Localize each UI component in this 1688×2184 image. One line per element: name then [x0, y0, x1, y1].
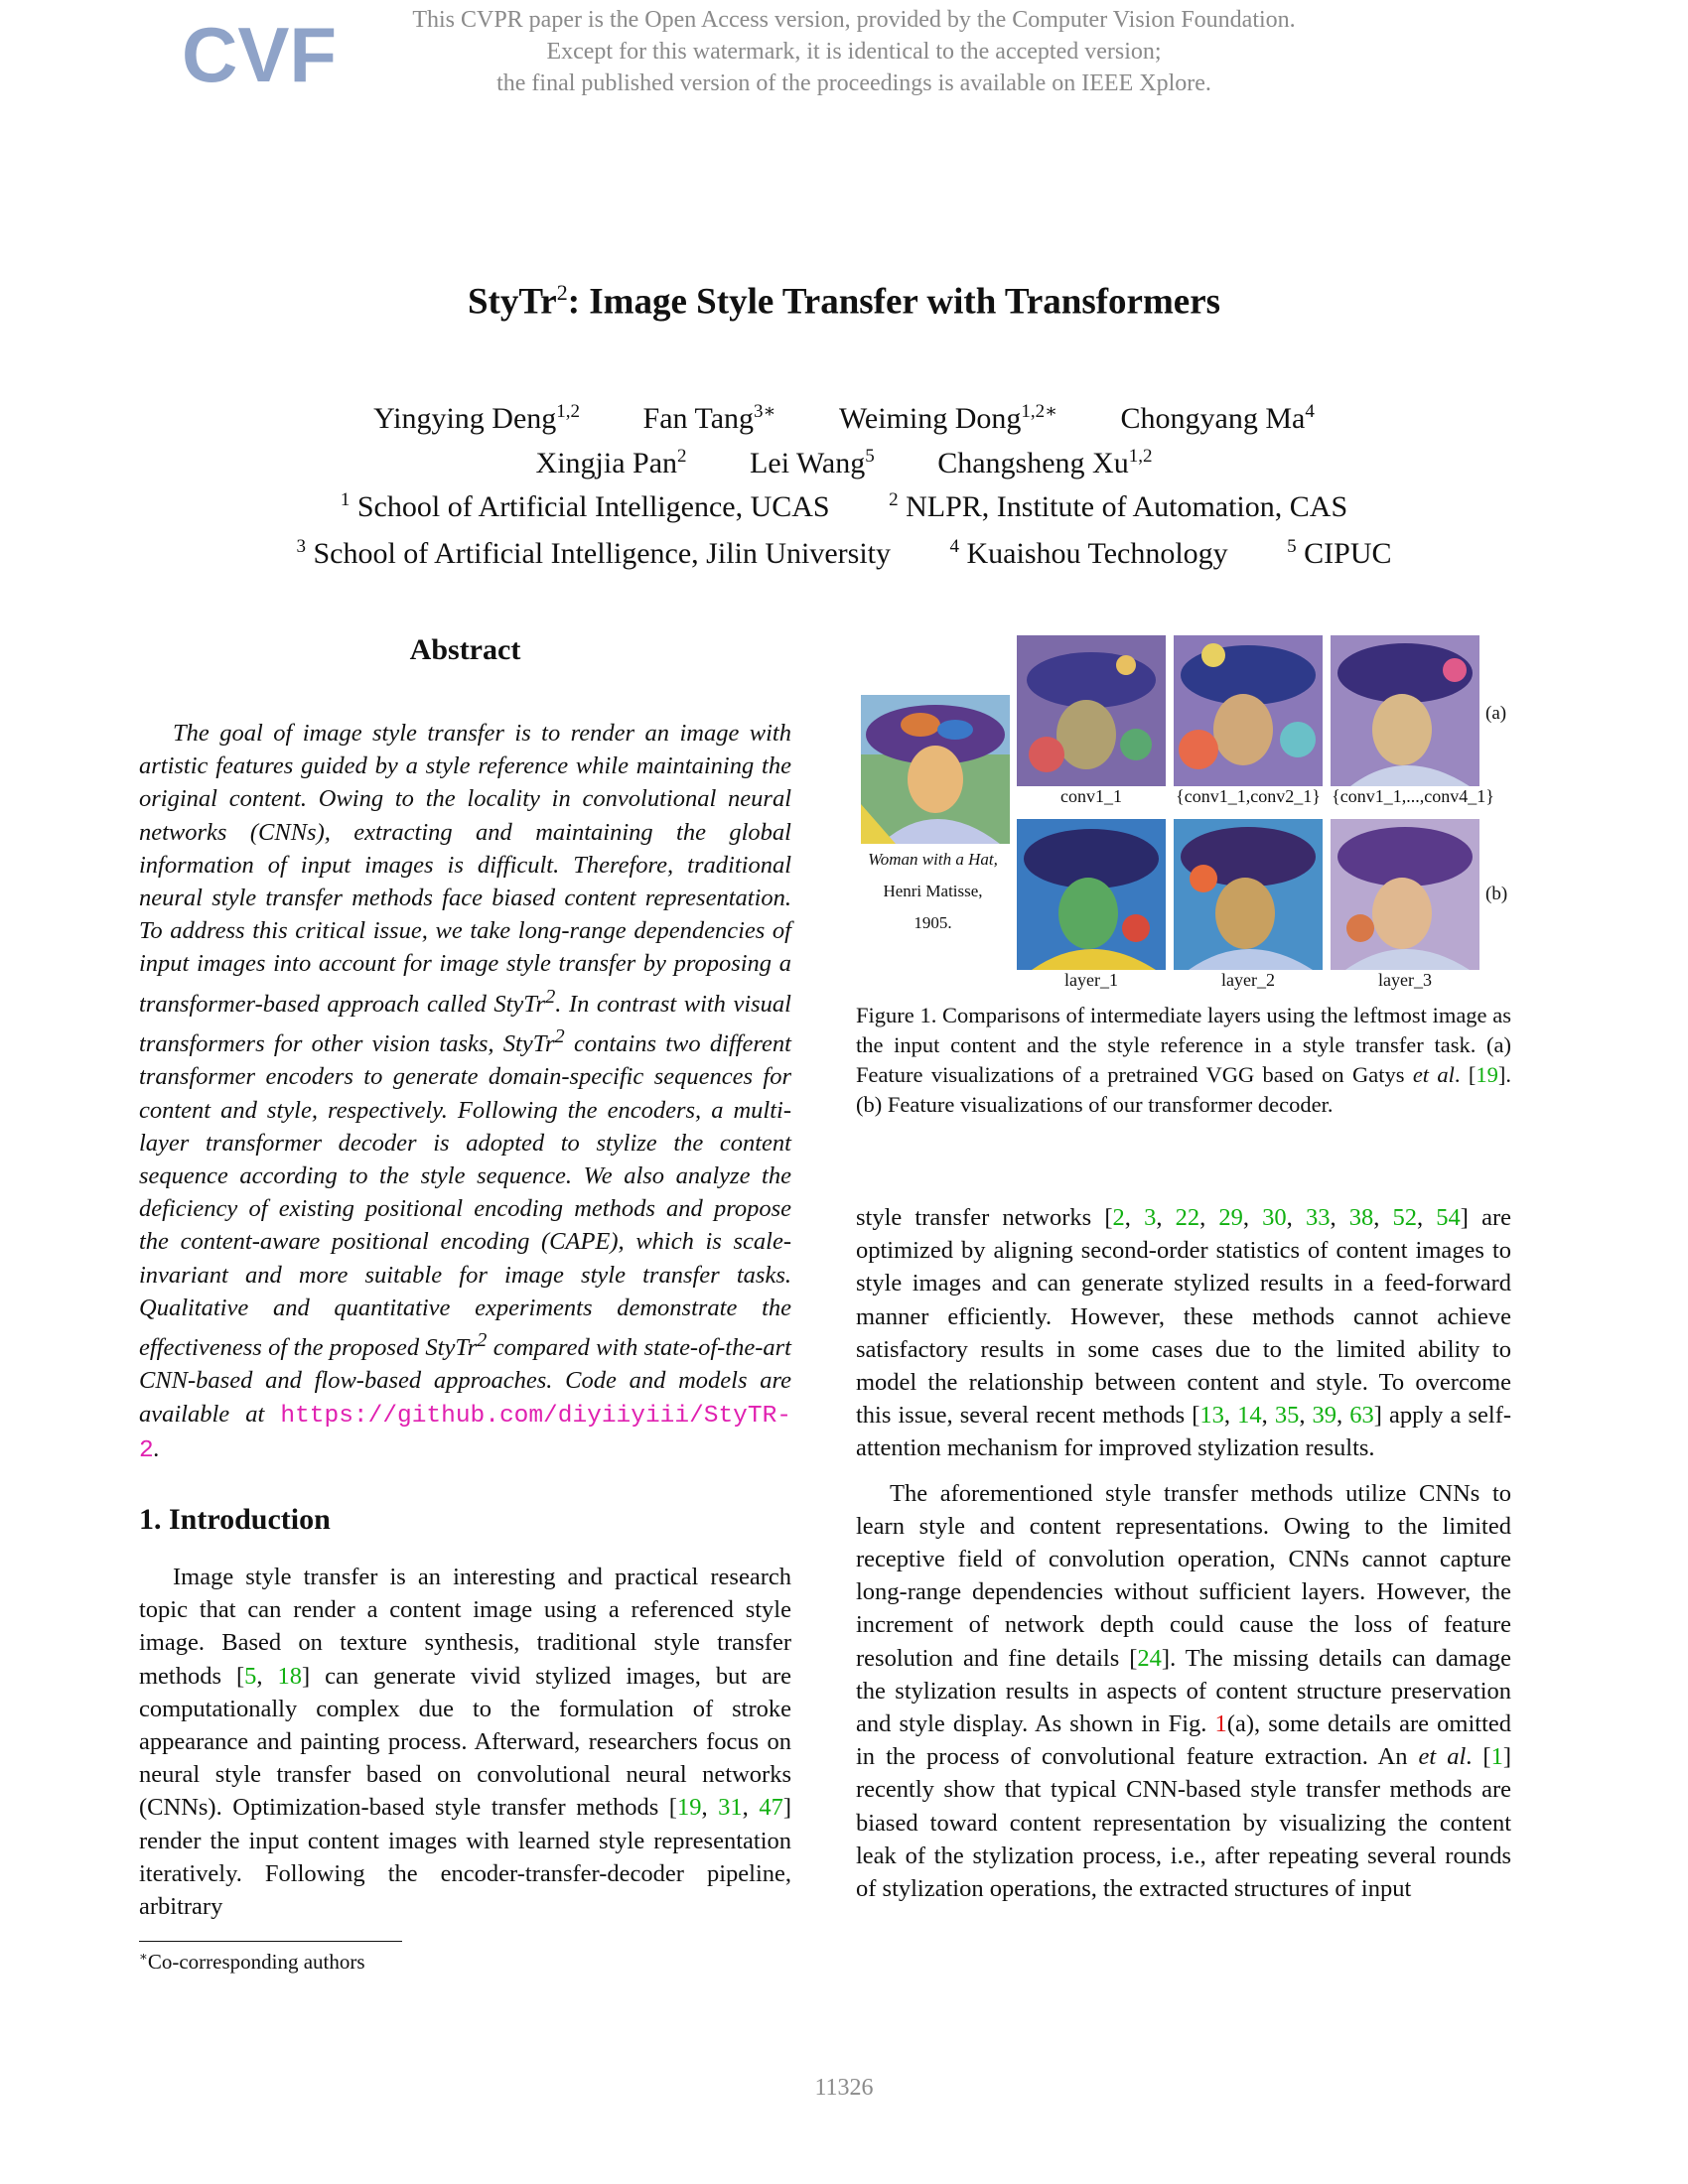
row-tag-a: (a)	[1485, 703, 1507, 724]
body-paragraph: The aforementioned style transfer methods utilize CNNs to learn style and content representations. Owing to the limited receptive field of convolution operation, CNNs cannot capture long-range dependencies without sufficient layers. However, the increment of network depth could cause the loss of feature resolution and fine details [24]. The missing details can damage the stylization results in aspects of content structure preservation and style display. As shown in Fig. 1(a), some details are omitted in the process of convolutional feature extraction. An et al. [1] recently show that typical CNN-based style transfer methods are biased toward content representation by visualizing the content leak of the stylization process, i.e., after repeating several rounds of stylization operations, the extracted structures of input	[856, 1479, 1512, 1903]
page-number: 11326	[814, 2075, 874, 2101]
citation-link[interactable]: 39	[1312, 1402, 1337, 1430]
citation-link[interactable]: 29	[1218, 1204, 1243, 1231]
citation-link[interactable]: 63	[1349, 1402, 1374, 1430]
affiliation-row	[0, 480, 1688, 527]
author-list	[0, 393, 1688, 482]
affiliation: $^4$ Kuaishou Technology	[949, 536, 1228, 570]
watermark-line: Except for this watermark, it is identical to the accepted version;	[546, 39, 1162, 65]
vgg-feature-tile	[1017, 635, 1166, 786]
affiliation: $^3$ School of Artificial Intelligence, Jilin University	[296, 536, 892, 570]
citation-link[interactable]: 24	[1137, 1644, 1162, 1672]
author-row	[0, 393, 1688, 438]
title-prefix: StyTr	[467, 281, 557, 323]
footnote: ∗Co-corresponding authors	[139, 1949, 365, 1974]
row-tag-b: (b)	[1485, 884, 1508, 904]
citation-link[interactable]: 13	[1199, 1402, 1224, 1430]
watermark-line: the final published version of the proceedings is available on IEEE Xplore.	[496, 70, 1211, 96]
body-paragraph: style transfer networks [2, 3, 22, 29, 30, 33, 38, 52, 54] are optimized by aligning second-order statistics of content images to style images and can generate stylized results in a feed-forward manner efficiently. However, these methods cannot achieve satisfactory results in some cases due to the limited ability to model the relationship between content and style. To overcome this issue, several recent methods [13, 14, 35, 39, 63] apply a self-attention mechanism for improved stylization results.	[856, 1204, 1512, 1462]
left-column	[139, 629, 791, 1923]
citation-link[interactable]: 35	[1274, 1402, 1300, 1430]
paper-title	[0, 280, 1688, 323]
tile-label: {conv1_1,conv2_1}	[1176, 786, 1321, 806]
citation-link[interactable]: 31	[718, 1794, 743, 1822]
transformer-feature-tile	[1017, 819, 1166, 970]
right-column-text	[856, 1201, 1511, 1905]
citation-link[interactable]: 38	[1348, 1204, 1374, 1231]
vgg-feature-tile	[1331, 635, 1479, 786]
citation-link[interactable]: 52	[1392, 1204, 1417, 1231]
citation-link[interactable]: 54	[1436, 1204, 1461, 1231]
intro-paragraph: Image style transfer is an interesting and practical research topic that can render a content image using a referenced style image. Based on texture synthesis, traditional style transfer methods [5, 18] can generate vivid stylized images, but are computationally complex due to the formulation of stroke appearance and painting process. Afterward, researchers focus on neural style transfer based on convolutional neural networks (CNNs). Optimization-based style transfer methods [19, 31, 47] render the input content images with learned style representation iteratively. Following the encoder-transfer-decoder pipeline, arbitrary	[139, 1563, 792, 1920]
citation-link[interactable]: 19	[676, 1794, 702, 1822]
figure-reference-link[interactable]: 1	[1214, 1710, 1227, 1738]
tile-label: layer_1	[1064, 970, 1118, 990]
citation-link[interactable]: 2	[1112, 1204, 1125, 1231]
author: Weiming Dong$^{1,2∗}$	[838, 401, 1058, 435]
citation-link[interactable]: 3	[1144, 1204, 1157, 1231]
author: Yingying Deng$^{1,2}$	[373, 401, 581, 435]
figure-1	[856, 635, 1511, 990]
author-row	[0, 438, 1688, 482]
content-image	[861, 695, 1010, 844]
watermark-line: This CVPR paper is the Open Access version, provided by the Computer Vision Foundation.	[412, 7, 1296, 33]
transformer-feature-tile	[1331, 819, 1479, 970]
credit-year: 1905.	[914, 913, 952, 932]
tile-label: layer_3	[1378, 970, 1432, 990]
figure-caption: Figure 1. Comparisons of intermediate layers using the leftmost image as the input content and the style reference in a style transfer task. (a) Feature visualizations of a pretrained VGG based on Gatys et al. [19]. (b) Feature visualizations of our transformer decoder.	[856, 1003, 1511, 1117]
author: Fan Tang$^{3∗}$	[642, 401, 776, 435]
citation-link[interactable]: 22	[1175, 1204, 1200, 1231]
abstract-heading: Abstract	[409, 633, 521, 666]
citation-link[interactable]: 33	[1305, 1204, 1331, 1231]
intro-heading: 1. Introduction	[139, 1502, 331, 1536]
affiliation-list	[0, 480, 1688, 574]
code-link[interactable]: https://github.com/diyiiyiii/StyTR-2	[139, 1402, 791, 1464]
credit-title: Woman with a Hat,	[868, 850, 998, 869]
cvf-logo	[182, 10, 337, 99]
citation-link[interactable]: 18	[277, 1662, 302, 1690]
tile-label: conv1_1	[1060, 786, 1122, 806]
author: Xingjia Pan$^2$	[535, 446, 687, 479]
affiliation: $^1$ School of Artificial Intelligence, UCAS	[340, 489, 830, 523]
author: Changsheng Xu$^{1,2}$	[937, 446, 1153, 479]
citation-link[interactable]: 5	[244, 1662, 257, 1690]
cvf-logo-text: CVF	[182, 11, 337, 98]
author: Chongyang Ma$^4$	[1120, 401, 1315, 435]
affiliation-row	[0, 527, 1688, 574]
transformer-feature-tile	[1174, 819, 1323, 970]
citation-link[interactable]: 47	[759, 1794, 783, 1822]
figure-credit	[856, 844, 1010, 939]
citation-link[interactable]: 30	[1262, 1204, 1287, 1231]
author: Lei Wang$^5$	[750, 446, 875, 479]
title-superscript: 2	[556, 280, 568, 305]
tile-label: {conv1_1,...,conv4_1}	[1332, 786, 1494, 806]
citation-link[interactable]: 19	[1476, 1062, 1498, 1087]
affiliation: $^2$ NLPR, Institute of Automation, CAS	[889, 489, 1348, 523]
citation-link[interactable]: 1	[1490, 1743, 1503, 1771]
credit-artist: Henri Matisse,	[883, 882, 983, 900]
title-rest: : Image Style Transfer with Transformers	[567, 281, 1221, 323]
affiliation: $^5$ CIPUC	[1287, 536, 1392, 570]
vgg-feature-tile	[1174, 635, 1323, 786]
tile-label: layer_2	[1221, 970, 1275, 990]
citation-link[interactable]: 14	[1237, 1402, 1262, 1430]
abstract-text: The goal of image style transfer is to render an image with artistic features guided by a style reference while maintaining the original content. Owing to the locality in convolutional neural networks (CNNs), extracting and maintaining the global information of input images is difficult. Therefore, traditional neural style transfer methods face biased content representation. To address this critical issue, we take long-range dependencies of input images into account for image style transfer by proposing a transformer-based approach called StyTr$^2$. In contrast with visual transformers for other vision tasks, StyTr$^2$ contains two different transformer encoders to generate domain-specific sequences for content and style, respectively. Following the encoders, a multi-layer transformer decoder is adopted to stylize the content sequence according to the style sequence. We also analyze the deficiency of existing positional encoding methods and propose the content-aware positional encoding (CAPE), which is scale-invariant and more suitable for image style transfer tasks. Qualitative and quantitative experiments demonstrate the effectiveness of the proposed StyTr$^2$ compared with state-of-the-art CNN-based and flow-based approaches. Code and models are available at https://github.com/diyiiyiii/StyTR-2.	[139, 720, 791, 1464]
open-access-watermark	[328, 4, 1380, 99]
footnote-rule	[139, 1941, 402, 1942]
